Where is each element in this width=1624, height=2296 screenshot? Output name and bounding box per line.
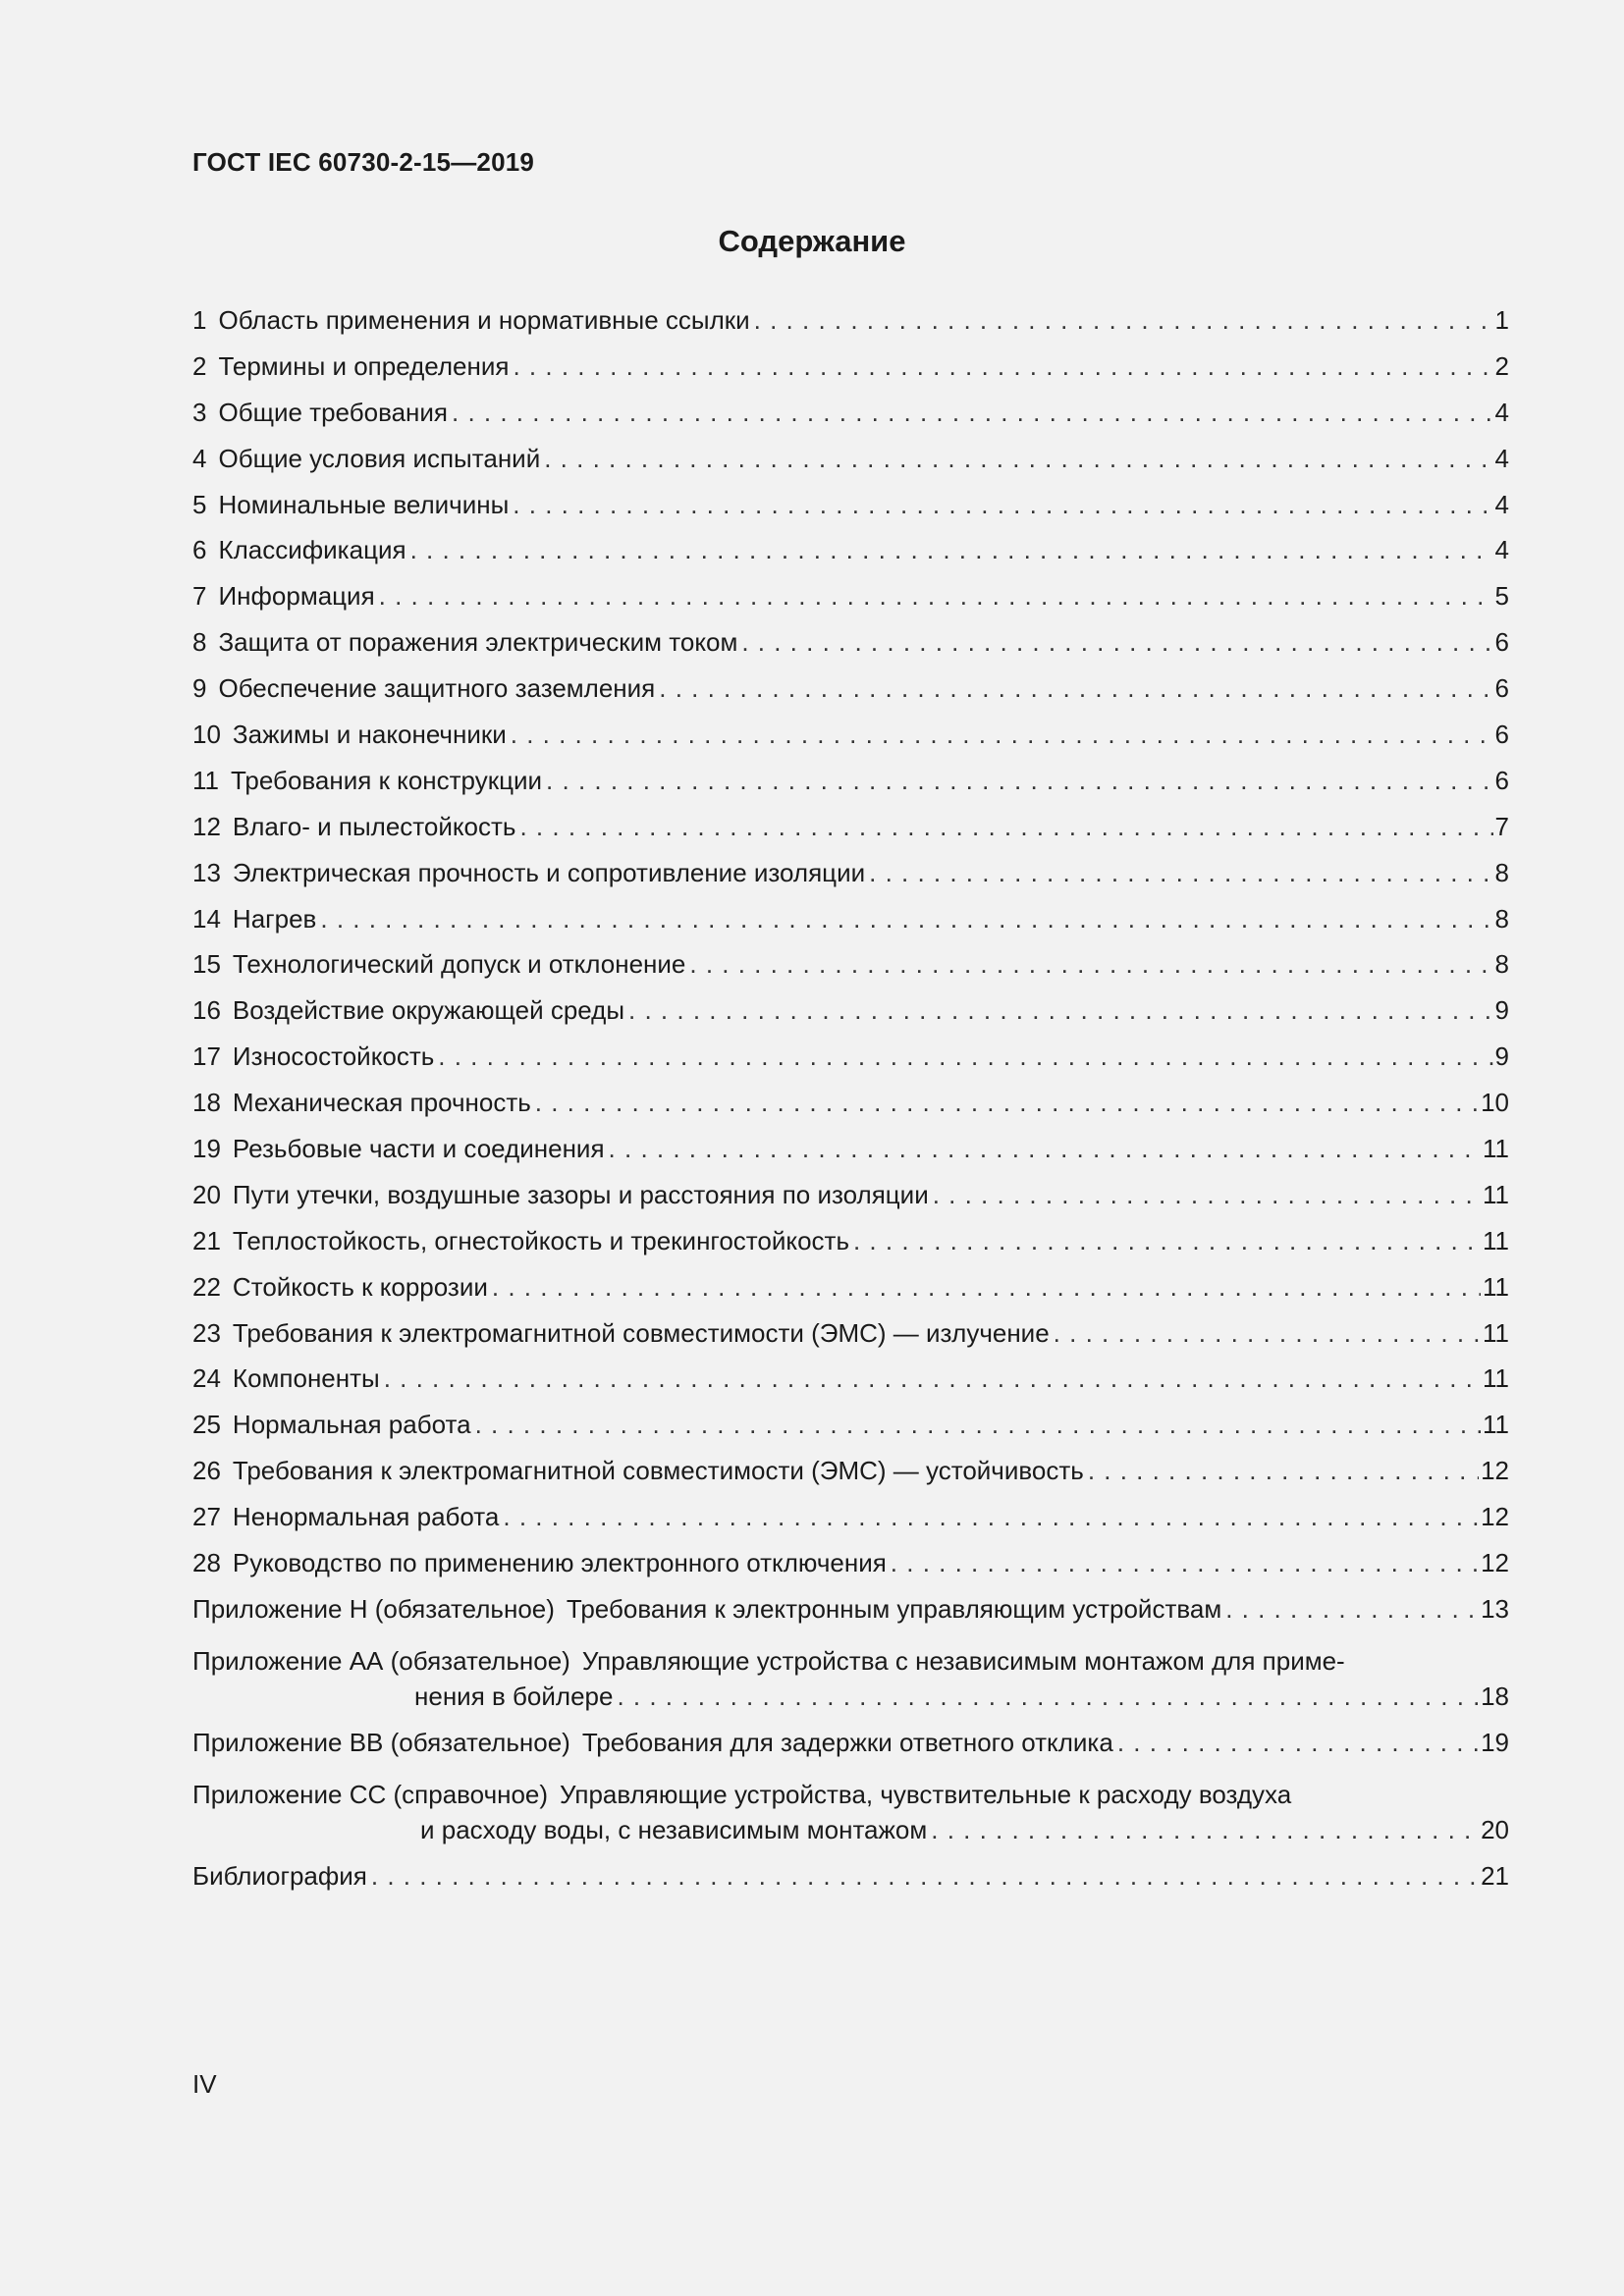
toc-entry[interactable] — [192, 1088, 1509, 1134]
toc-annex-cc-title-line2: и расходу воды, с независимым монтажом — [420, 1814, 928, 1844]
toc-entry[interactable] — [192, 1456, 1509, 1502]
document-code: ГОСТ IEC 60730-2-15—2019 — [192, 147, 535, 177]
toc-entry[interactable] — [192, 1226, 1509, 1272]
toc-entry[interactable] — [192, 1134, 1509, 1180]
toc-entry[interactable] — [192, 1548, 1509, 1594]
toc-entry-page: 11 — [1483, 1134, 1509, 1164]
toc-annex-bb[interactable] — [192, 1728, 1509, 1774]
toc-entry[interactable] — [192, 858, 1509, 904]
toc-entry-number: 7 — [192, 581, 207, 612]
toc-entry-number: 19 — [192, 1134, 221, 1164]
toc-entry-page: 5 — [1494, 581, 1509, 612]
toc-entry-page: 9 — [1494, 1041, 1509, 1072]
toc-entry-page: 7 — [1494, 811, 1509, 841]
dot-leader — [509, 490, 1492, 520]
toc-entry-page: 12 — [1481, 1456, 1509, 1486]
toc-entry-page: 6 — [1494, 673, 1509, 704]
toc-entry-number: 4 — [192, 443, 207, 473]
toc-entry-page: 11 — [1483, 1225, 1509, 1255]
toc-entry-number: 16 — [192, 995, 221, 1026]
toc-entry[interactable] — [192, 535, 1509, 581]
dot-leader — [542, 766, 1492, 796]
toc-entry[interactable] — [192, 1041, 1509, 1088]
toc-annex-h-label: Приложение Н (обязательное) — [192, 1593, 555, 1624]
dot-leader — [613, 1682, 1479, 1712]
toc-entry-title: Термины и определения — [218, 350, 510, 381]
toc-entry-number: 6 — [192, 535, 207, 565]
toc-entry-page: 6 — [1494, 765, 1509, 795]
dot-leader — [624, 995, 1493, 1026]
toc-entry-title: Механическая прочность — [232, 1088, 531, 1118]
toc-annex-cc[interactable] — [192, 1774, 1509, 1861]
toc-entry-number: 14 — [192, 903, 221, 934]
dot-leader — [367, 1861, 1479, 1892]
dot-leader — [499, 1502, 1479, 1532]
dot-leader — [849, 1226, 1481, 1256]
toc-annex-bb-title: Требования для задержки ответного отклика — [581, 1727, 1113, 1757]
toc-entry-number: 23 — [192, 1317, 221, 1348]
toc-entry[interactable] — [192, 1180, 1509, 1226]
dot-leader — [927, 1815, 1479, 1845]
toc-entry-page: 10 — [1481, 1088, 1509, 1118]
toc-entry-number: 11 — [192, 765, 219, 795]
toc-entry[interactable] — [192, 995, 1509, 1041]
toc-entry-title: Руководство по применению электронного отключения — [232, 1548, 887, 1578]
toc-entry-page: 4 — [1494, 489, 1509, 519]
toc-entry-number: 20 — [192, 1179, 221, 1209]
toc-entry-title: Износостойкость — [232, 1041, 435, 1072]
toc-entry-page: 8 — [1494, 903, 1509, 934]
toc-annex-cc-label: Приложение СС (справочное) — [192, 1779, 549, 1809]
toc-entry-page: 11 — [1483, 1363, 1509, 1394]
dot-leader — [434, 1041, 1492, 1072]
toc-entry-page: 8 — [1494, 857, 1509, 887]
dot-leader — [655, 673, 1492, 704]
toc-annex-aa-page: 18 — [1481, 1681, 1509, 1711]
toc-entry-title: Нормальная работа — [232, 1410, 471, 1440]
toc-entry[interactable] — [192, 1502, 1509, 1548]
toc-annex-aa[interactable] — [192, 1640, 1509, 1728]
dot-leader — [316, 904, 1492, 934]
toc-entry-page: 2 — [1494, 350, 1509, 381]
dot-leader — [380, 1363, 1481, 1394]
dot-leader — [448, 398, 1493, 428]
dot-leader — [488, 1272, 1481, 1303]
toc-annex-aa-title-line2: нения в бойлере — [414, 1681, 614, 1711]
toc-entry-number: 26 — [192, 1456, 221, 1486]
toc-entry-page: 1 — [1494, 305, 1509, 335]
toc-entry-title: Обеспечение защитного заземления — [218, 673, 656, 704]
toc-entry-page: 11 — [1483, 1179, 1509, 1209]
toc-entry[interactable] — [192, 673, 1509, 720]
toc-bibliography-title: Библиография — [192, 1860, 367, 1891]
toc-annex-h-page: 13 — [1481, 1593, 1509, 1624]
page-number: IV — [192, 2069, 217, 2099]
dot-leader — [509, 351, 1492, 382]
toc-entry-title: Требования к конструкции — [231, 765, 543, 795]
toc-entry[interactable] — [192, 812, 1509, 858]
toc-entry-title: Влаго- и пылестойкость — [232, 811, 516, 841]
toc-entry-number: 8 — [192, 627, 207, 658]
dot-leader — [406, 535, 1493, 565]
toc-entry-page: 8 — [1494, 949, 1509, 980]
dot-leader — [1084, 1456, 1479, 1486]
toc-annex-cc-first-line — [192, 1774, 1509, 1815]
toc-entry-title: Общие требования — [218, 397, 449, 427]
toc-entry-title: Ненормальная работа — [232, 1502, 500, 1532]
toc-entry-page: 11 — [1483, 1410, 1509, 1440]
dot-leader — [471, 1410, 1481, 1440]
dot-leader — [515, 812, 1492, 842]
dot-leader — [887, 1548, 1479, 1578]
dot-leader — [375, 581, 1493, 612]
dot-leader — [1050, 1318, 1481, 1349]
dot-leader — [507, 720, 1493, 750]
toc-entry-number: 13 — [192, 857, 221, 887]
toc-annex-cc-title-line1: Управляющие устройства, чувствительные к расходу воздуха — [560, 1779, 1292, 1809]
toc-entry[interactable] — [192, 398, 1509, 444]
toc-entry[interactable] — [192, 904, 1509, 950]
toc-entry-title: Стойкость к коррозии — [232, 1271, 488, 1302]
toc-entry-page: 4 — [1494, 535, 1509, 565]
toc-bibliography[interactable] — [192, 1861, 1509, 1907]
toc-annex-h-title: Требования к электронным управляющим устройствам — [566, 1593, 1222, 1624]
toc-entry-page: 12 — [1481, 1548, 1509, 1578]
toc-entry-title: Зажимы и наконечники — [232, 720, 507, 750]
toc-entry-title: Теплостойкость, огнестойкость и трекингостойкость — [232, 1225, 849, 1255]
toc-entry-title: Классификация — [218, 535, 406, 565]
toc-entry-number: 22 — [192, 1271, 221, 1302]
toc-entry-number: 18 — [192, 1088, 221, 1118]
toc-entry-title: Нагрев — [232, 903, 317, 934]
dot-leader — [750, 305, 1493, 336]
toc-entry-number: 3 — [192, 397, 207, 427]
toc-entry-title: Электрическая прочность и сопротивление изоляции — [232, 857, 866, 887]
toc-entry[interactable] — [192, 1363, 1509, 1410]
toc-entry-page: 6 — [1494, 720, 1509, 750]
toc-entry-title: Технологический допуск и отклонение — [232, 949, 686, 980]
toc-entry-title: Пути утечки, воздушные зазоры и расстояния по изоляции — [232, 1179, 929, 1209]
toc-entry[interactable] — [192, 949, 1509, 995]
toc-entry-number: 15 — [192, 949, 221, 980]
toc-entry[interactable] — [192, 490, 1509, 536]
toc-entry-title: Компоненты — [232, 1363, 380, 1394]
dot-leader — [605, 1134, 1481, 1164]
toc-entry[interactable] — [192, 351, 1509, 398]
toc-entry[interactable] — [192, 720, 1509, 766]
dot-leader — [531, 1088, 1479, 1118]
dot-leader — [929, 1180, 1481, 1210]
toc-entry-page: 6 — [1494, 627, 1509, 658]
toc-entry-number: 12 — [192, 811, 221, 841]
toc-annex-aa-title-line1: Управляющие устройства с независимым монтажом для приме- — [581, 1645, 1345, 1676]
toc-entry-number: 2 — [192, 350, 207, 381]
toc-entry-number: 21 — [192, 1225, 221, 1255]
toc-annex-cc-second-line — [192, 1815, 1509, 1861]
toc-entry-number: 10 — [192, 720, 221, 750]
toc-bibliography-page: 21 — [1481, 1860, 1509, 1891]
toc-entry[interactable] — [192, 1318, 1509, 1364]
toc-entry-title: Требования к электромагнитной совместимости (ЭМС) — излучение — [232, 1317, 1050, 1348]
toc-entry[interactable] — [192, 444, 1509, 490]
toc-entry-number: 25 — [192, 1410, 221, 1440]
toc-annex-cc-page: 20 — [1481, 1814, 1509, 1844]
toc-annex-aa-label: Приложение АА (обязательное) — [192, 1645, 570, 1676]
toc-entry-number: 9 — [192, 673, 207, 704]
page-title: Содержание — [718, 224, 906, 258]
toc-entry-number: 24 — [192, 1363, 221, 1394]
toc-entry-title: Резьбовые части и соединения — [232, 1134, 605, 1164]
toc-entry-title: Требования к электромагнитной совместимости (ЭМС) — устойчивость — [232, 1456, 1084, 1486]
toc-entry-number: 5 — [192, 489, 207, 519]
dot-leader — [1221, 1594, 1479, 1625]
toc-entry-page: 12 — [1481, 1502, 1509, 1532]
toc-entry-title: Информация — [218, 581, 375, 612]
toc-entry-number: 17 — [192, 1041, 221, 1072]
dot-leader — [1113, 1728, 1479, 1758]
toc-annex-bb-label: Приложение ВВ (обязательное) — [192, 1727, 570, 1757]
toc-annex-bb-page: 19 — [1481, 1727, 1509, 1757]
toc-entry-number: 27 — [192, 1502, 221, 1532]
toc-entry-page: 11 — [1483, 1271, 1509, 1302]
toc-entry-page: 11 — [1483, 1317, 1509, 1348]
toc-entry-title: Защита от поражения электрическим током — [218, 627, 738, 658]
toc-entry-page: 4 — [1494, 443, 1509, 473]
toc-entry[interactable] — [192, 1410, 1509, 1456]
toc-entry-title: Номинальные величины — [218, 489, 510, 519]
toc-entry-title: Область применения и нормативные ссылки — [218, 305, 750, 335]
toc-annex-aa-second-line — [192, 1682, 1509, 1728]
dot-leader — [685, 949, 1492, 980]
toc-entry-title: Общие условия испытаний — [218, 443, 541, 473]
toc-entry-page: 4 — [1494, 397, 1509, 427]
toc-entry[interactable] — [192, 627, 1509, 673]
toc-entry[interactable] — [192, 1272, 1509, 1318]
dot-leader — [737, 627, 1492, 658]
toc-annex-aa-first-line — [192, 1640, 1509, 1682]
toc-entry-title: Воздействие окружающей среды — [232, 995, 625, 1026]
toc-entry-page: 9 — [1494, 995, 1509, 1026]
dot-leader — [865, 858, 1492, 888]
toc-sections — [192, 305, 1509, 1594]
toc-entry[interactable] — [192, 766, 1509, 812]
toc-entry-number: 28 — [192, 1548, 221, 1578]
table-of-contents — [192, 305, 1509, 1906]
toc-entry[interactable] — [192, 581, 1509, 627]
dot-leader — [540, 444, 1492, 474]
toc-annex-h[interactable] — [192, 1594, 1509, 1640]
toc-entry[interactable] — [192, 305, 1509, 351]
toc-entry-number: 1 — [192, 305, 207, 335]
